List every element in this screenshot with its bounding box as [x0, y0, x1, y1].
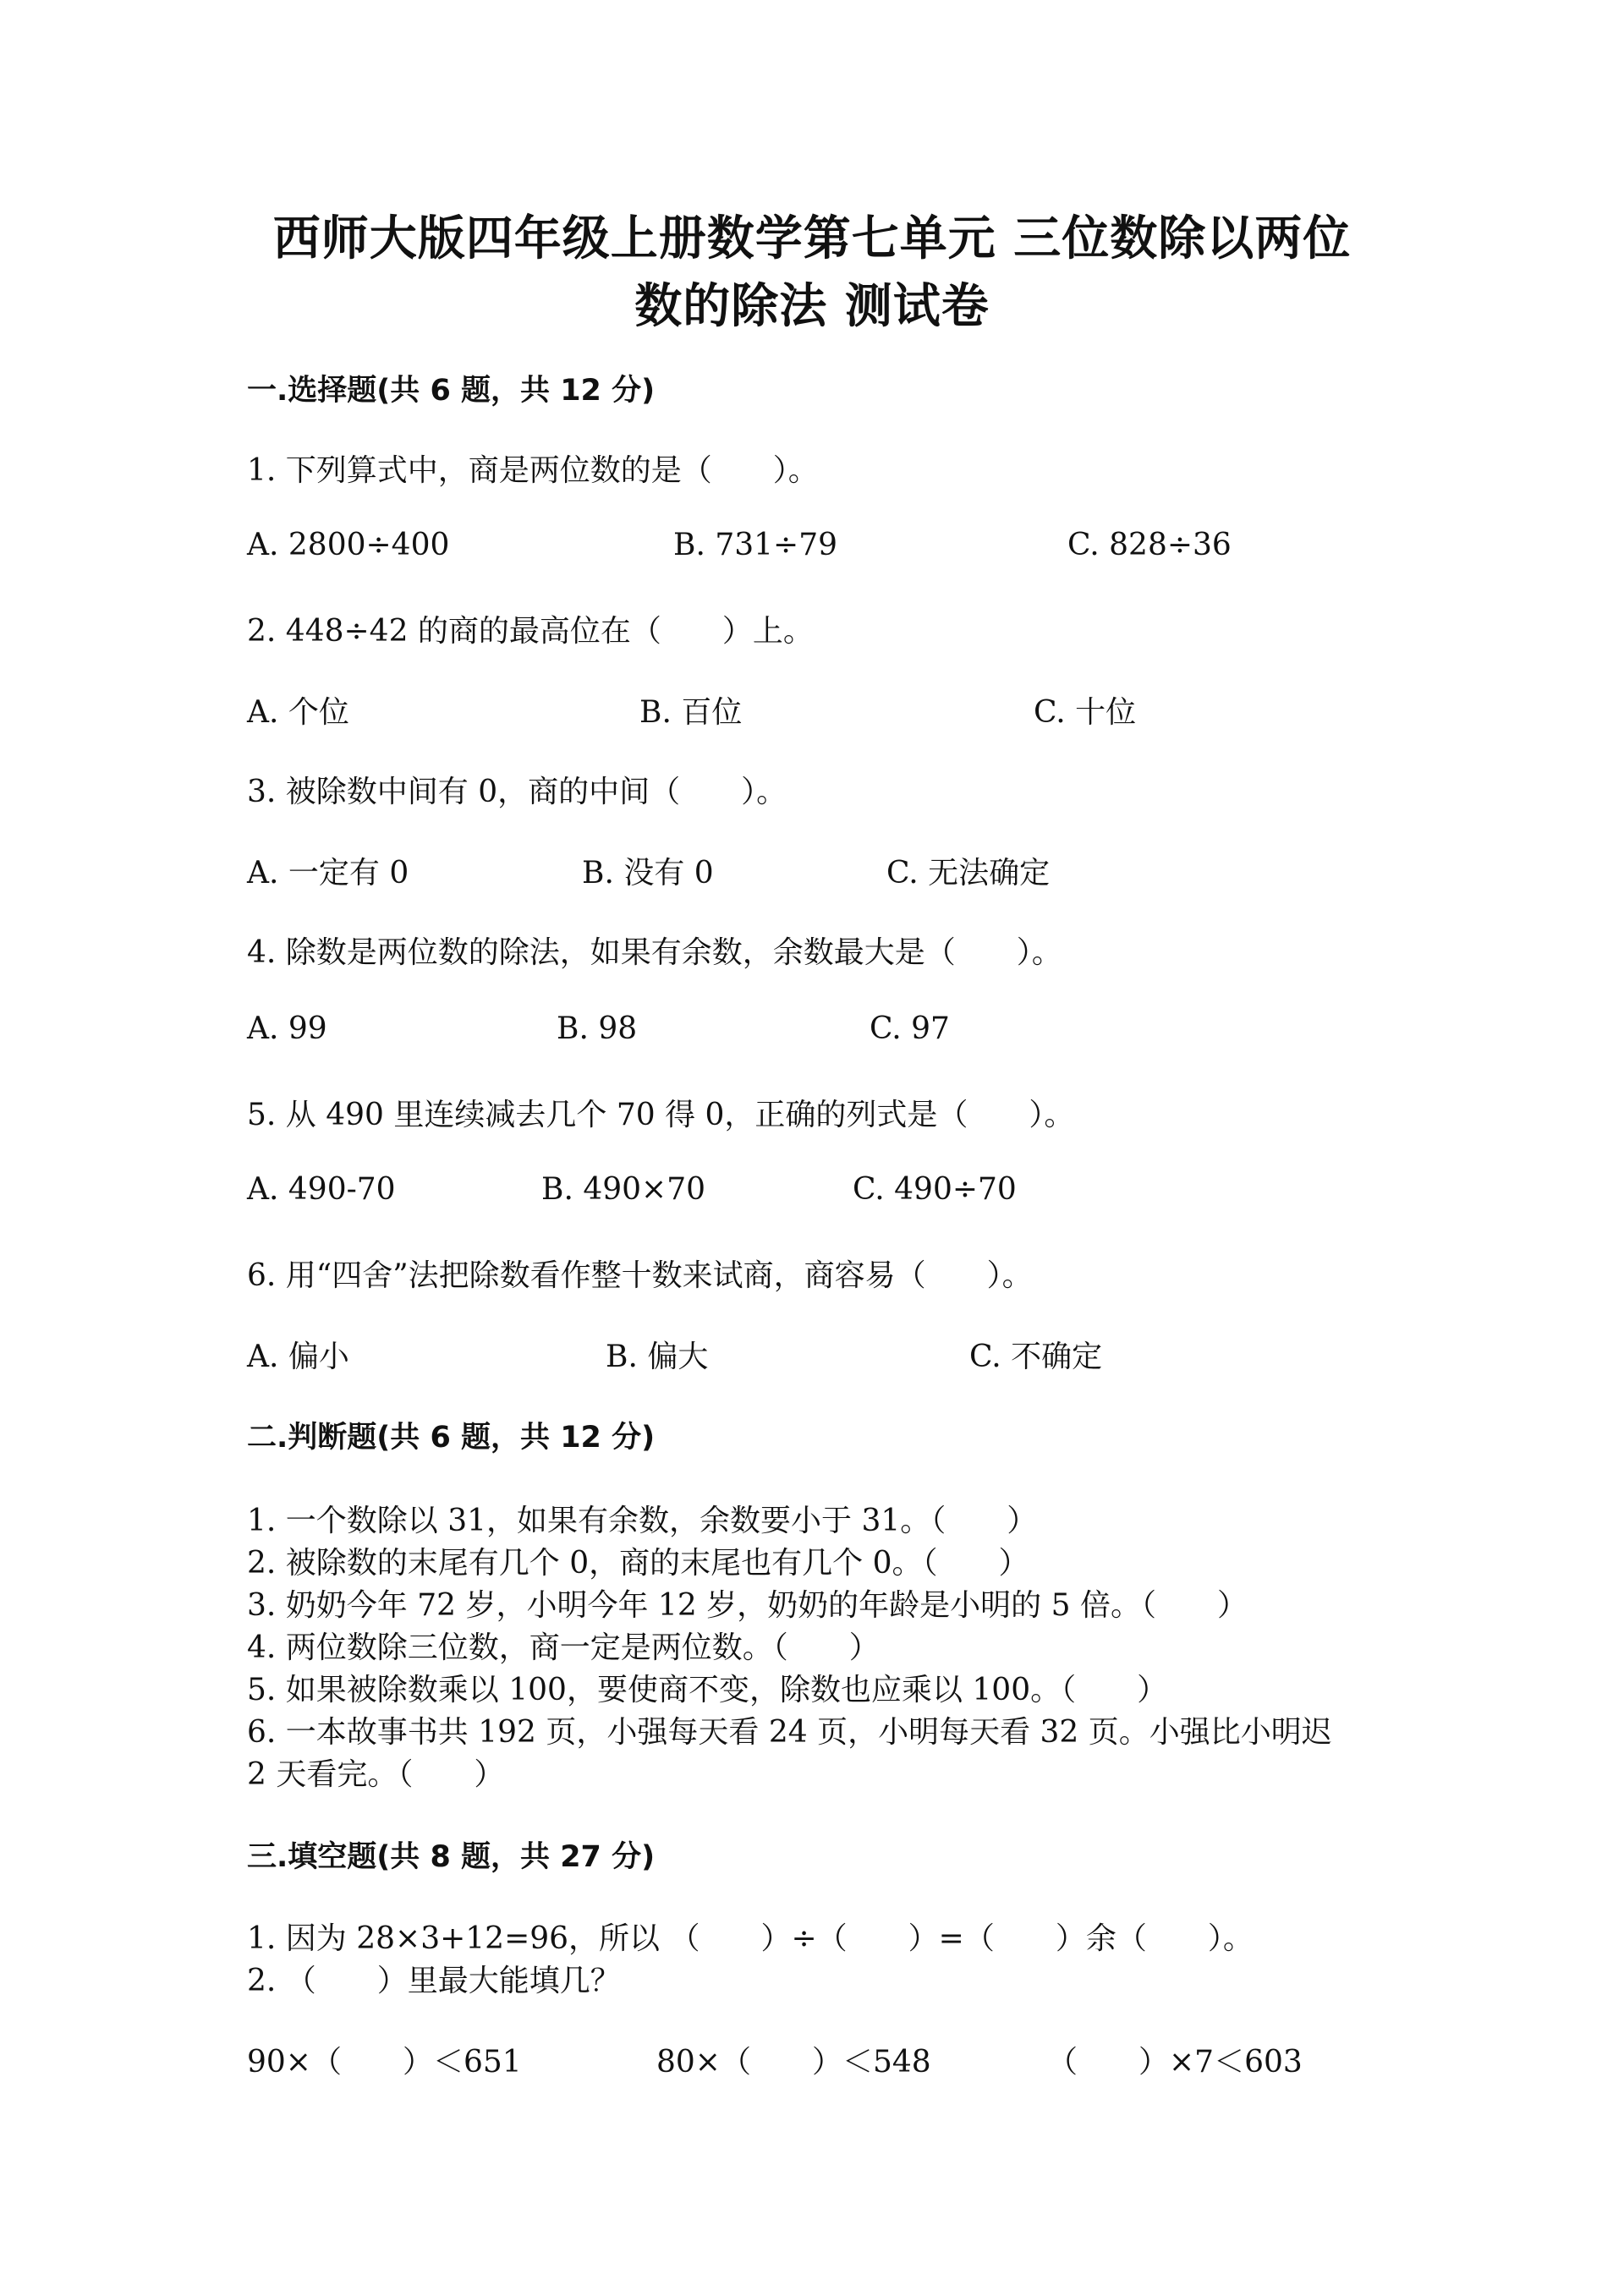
section-heading-choice: 一.选择题(共 6 题，共 12 分)	[247, 374, 656, 408]
true-false-item-1: 1. 一个数除以 31，如果有余数，余数要小于 31。（ ）	[247, 1504, 1038, 1538]
choice-2-option-c: C. 十位	[1034, 695, 1137, 730]
true-false-item-3: 3. 奶奶今年 72 岁，小明今年 12 岁，奶奶的年龄是小明的 5 倍。（ ）	[247, 1588, 1248, 1623]
choice-1-option-c: C. 828÷36	[1067, 528, 1232, 562]
section-heading-true-false: 二.判断题(共 6 题，共 12 分)	[247, 1421, 656, 1455]
choice-6-option-a: A. 偏小	[247, 1340, 349, 1374]
choice-3-option-a: A. 一定有 0	[247, 856, 409, 890]
choice-3-option-c: C. 无法确定	[886, 856, 1051, 890]
fill-blank-expression-1: 90×（ ）＜651	[247, 2045, 522, 2080]
choice-question-2: 2. 448÷42 的商的最高位在（ ）上。	[247, 614, 814, 649]
choice-3-option-b: B. 没有 0	[582, 856, 714, 890]
choice-2-option-b: B. 百位	[639, 695, 743, 730]
choice-1-option-b: B. 731÷79	[673, 528, 838, 562]
exam-title-line-1: 西师大版四年级上册数学第七单元 三位数除以两位	[272, 211, 1352, 266]
choice-6-option-c: C. 不确定	[969, 1340, 1103, 1374]
true-false-item-6: 6. 一本故事书共 192 页，小强每天看 24 页，小明每天看 32 页。小强比小明迟	[247, 1715, 1332, 1750]
choice-2-option-a: A. 个位	[247, 695, 349, 730]
fill-blank-expression-2: 80×（ ）＜548	[656, 2045, 931, 2080]
choice-4-option-b: B. 98	[557, 1011, 638, 1046]
exam-title-line-2: 数的除法 测试卷	[634, 279, 990, 334]
true-false-item-4: 4. 两位数除三位数，商一定是两位数。（ ）	[247, 1630, 880, 1665]
choice-question-6: 6. 用“四舍”法把除数看作整十数来试商，商容易（ ）。	[247, 1258, 1033, 1293]
choice-question-3: 3. 被除数中间有 0，商的中间（ ）。	[247, 775, 787, 809]
fill-blank-item-1: 1. 因为 28×3+12=96，所以 （ ）÷（ ）=（ ）余（ ）。	[247, 1921, 1254, 1956]
choice-1-option-a: A. 2800÷400	[247, 528, 450, 562]
choice-4-option-c: C. 97	[870, 1011, 950, 1046]
fill-blank-item-2: 2. （ ）里最大能填几？	[247, 1964, 621, 1998]
choice-4-option-a: A. 99	[247, 1011, 327, 1046]
choice-5-option-b: B. 490×70	[541, 1172, 706, 1207]
choice-question-5: 5. 从 490 里连续减去几个 70 得 0，正确的列式是（ ）。	[247, 1098, 1075, 1132]
true-false-item-6-continued: 2 天看完。（ ）	[247, 1757, 505, 1792]
choice-5-option-c: C. 490÷70	[853, 1172, 1017, 1207]
choice-question-1: 1. 下列算式中，商是两位数的是（ ）。	[247, 453, 819, 488]
choice-5-option-a: A. 490-70	[247, 1172, 396, 1207]
true-false-item-5: 5. 如果被除数乘以 100，要使商不变，除数也应乘以 100。（ ）	[247, 1673, 1168, 1707]
choice-question-4: 4. 除数是两位数的除法，如果有余数，余数最大是（ ）。	[247, 935, 1062, 970]
choice-6-option-b: B. 偏大	[606, 1340, 709, 1374]
fill-blank-expression-3: （ ）×7＜603	[1047, 2045, 1303, 2080]
true-false-item-2: 2. 被除数的末尾有几个 0，商的末尾也有几个 0。（ ）	[247, 1546, 1029, 1581]
section-heading-fill-blank: 三.填空题(共 8 题，共 27 分)	[247, 1840, 656, 1874]
